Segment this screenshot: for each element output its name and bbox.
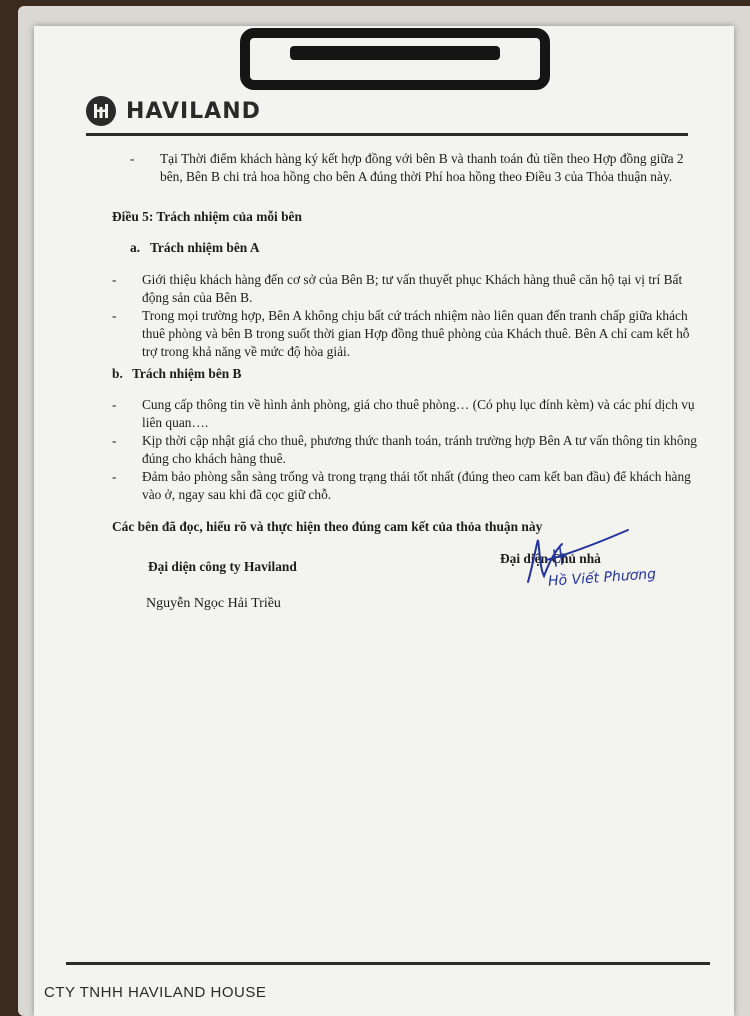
company-representative-title: Đại diện công ty Haviland (148, 558, 297, 574)
section-a-title: a. Trách nhiệm bên A (130, 240, 260, 256)
company-logo (86, 96, 261, 126)
handwritten-signature-icon (500, 520, 670, 610)
footer-divider (66, 962, 710, 965)
haviland-logo-icon (86, 96, 116, 126)
closing-statement: Các bên đã đọc, hiểu rõ và thực hiện theo đúng cam kết của thỏa thuận này (112, 519, 543, 535)
owner-signature-name: Hồ Viết Phương (547, 566, 657, 590)
section-b-title: b. Trách nhiệm bên B (112, 365, 242, 381)
section-b-bullet: - Kịp thời cập nhật giá cho thuê, phương thức thanh toán, tránh trường hợp Bên A tư vấn thông tin không đúng cho khách hàng thuê. (112, 433, 697, 467)
footer-company: CTY TNHH HAVILAND HOUSE (44, 984, 267, 1001)
section-a-bullet: - Giới thiệu khách hàng đến cơ sở của Bên B; tư vấn thuyết phục Khách hàng thuê căn hộ tại vị trí Bất động sản của Bên B. (112, 271, 683, 305)
logo-text: HAVILAND (126, 98, 261, 124)
section-b-bullet: - Đảm bảo phòng sẵn sàng trống và trong trạng thái tốt nhất (đúng theo cam kết ban đầu) để khách hàng vào ở, ngay sau khi đã cọc giữ chỗ. (112, 469, 691, 503)
clipboard-clip (240, 28, 550, 90)
intro-bullet: - Tại Thời điểm khách hàng ký kết hợp đồng với bên B và thanh toán đủ tiền theo Hợp đồng giữa 2 bên, Bên B chi trả hoa hồng cho bên A đúng thời Phí hoa hồng theo Điều 3 của Thỏa thuận này. (130, 151, 684, 184)
article-5-heading: Điều 5: Trách nhiệm của mỗi bên (112, 209, 302, 224)
owner-representative-title: Đại diện Chủ nhà (500, 550, 601, 566)
header-divider (86, 133, 688, 136)
section-a-bullet: - Trong mọi trường hợp, Bên A không chịu bất cứ trách nhiệm nào liên quan đến tranh chấp giữa khách thuê phòng và bên B trong suốt thời gian Hợp đồng thuê phòng của Khách thuê. Bên A chỉ cam kết hỗ trợ trong khả năng về mức độ hòa giải. (112, 307, 690, 359)
section-b-bullet: - Cung cấp thông tin về hình ảnh phòng, giá cho thuê phòng… (Có phụ lục đính kèm) và các phí dịch vụ liên quan…. (112, 397, 695, 431)
company-representative-name: Nguyễn Ngọc Hải Triều (146, 596, 281, 611)
